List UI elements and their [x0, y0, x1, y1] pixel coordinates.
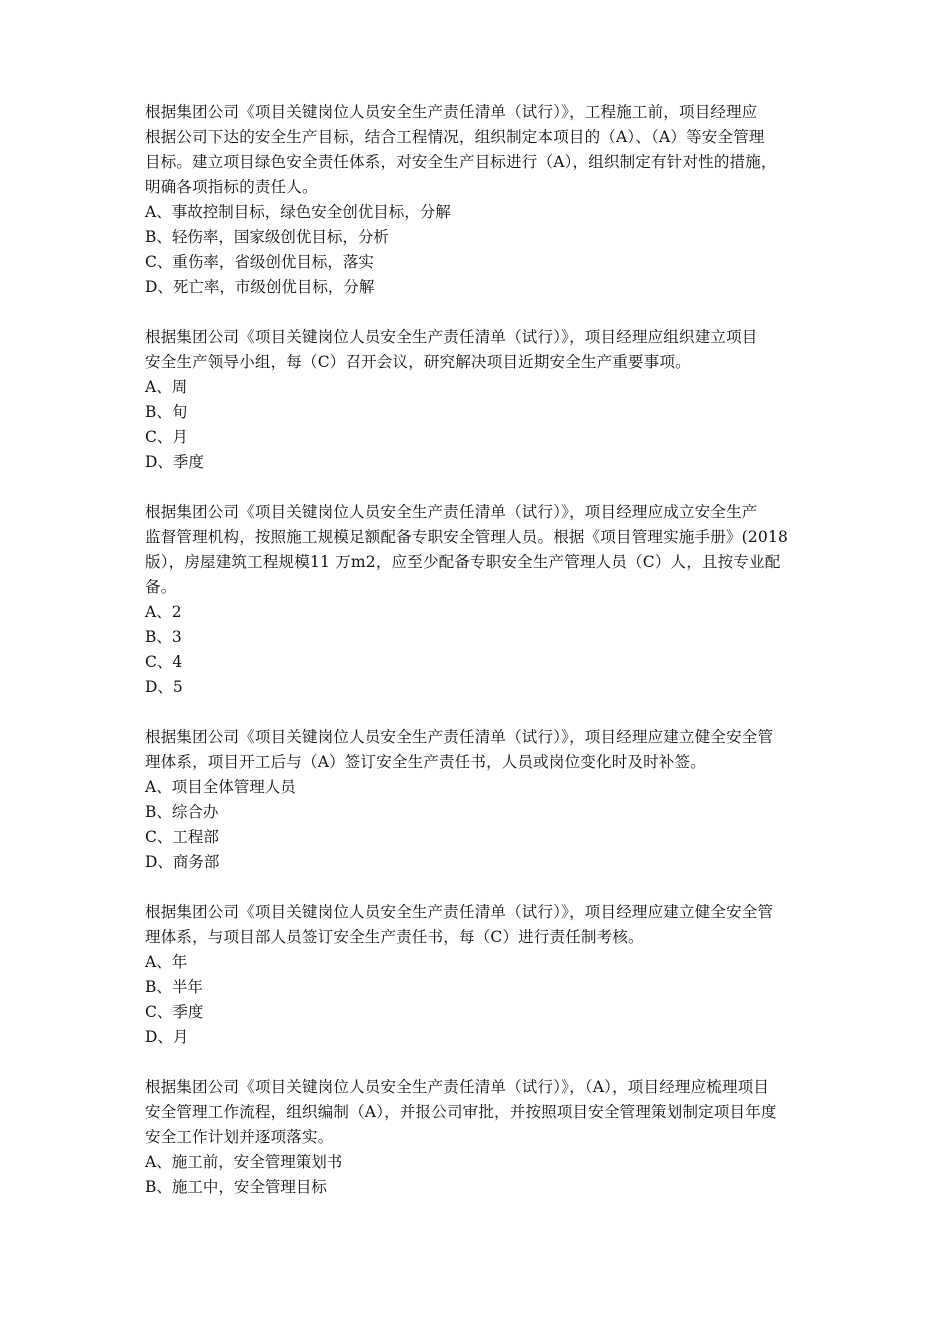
question-stem [145, 725, 817, 775]
document-page [145, 100, 817, 1225]
stem-line: 根据集团公司《项目关键岗位人员安全生产责任清单（试行）》，项目经理应成立安全生产 [145, 503, 758, 521]
option-b: B、旬 [145, 403, 188, 421]
option-a: A、周 [145, 378, 188, 396]
stem-line: 理体系，与项目部人员签订安全生产责任书，每（C）进行责任制考核。 [145, 928, 644, 946]
question-stem [145, 100, 817, 200]
option-c: C、工程部 [145, 828, 219, 846]
stem-line: 根据集团公司《项目关键岗位人员安全生产责任清单（试行）》，（A），项目经理应梳理项目 [145, 1078, 770, 1096]
stem-line: 备。 [145, 578, 177, 596]
option-b: B、3 [145, 628, 182, 646]
option-c: C、月 [145, 428, 188, 446]
option-a: A、项目全体管理人员 [145, 778, 296, 796]
stem-line: 根据公司下达的安全生产目标，结合工程情况，组织制定本项目的（A）、（A）等安全管理 [145, 128, 765, 146]
option-d: D、死亡率，市级创优目标，分解 [145, 278, 375, 296]
stem-line: 安全管理工作流程，组织编制（A），并报公司审批，并按照项目安全管理策划制定项目年度 [145, 1103, 777, 1121]
option-b: B、半年 [145, 978, 203, 996]
stem-line: 根据集团公司《项目关键岗位人员安全生产责任清单（试行）》，工程施工前，项目经理应 [145, 103, 758, 121]
option-d: D、5 [145, 678, 183, 696]
question-6 [145, 1075, 817, 1200]
option-d: D、季度 [145, 453, 204, 471]
stem-line: 根据集团公司《项目关键岗位人员安全生产责任清单（试行）》，项目经理应建立健全安全管 [145, 903, 774, 921]
question-1 [145, 100, 817, 300]
option-d: D、商务部 [145, 853, 220, 871]
question-stem [145, 1075, 817, 1150]
option-a: A、施工前，安全管理策划书 [145, 1153, 343, 1171]
stem-line: 理体系，项目开工后与（A）签订安全生产责任书，人员或岗位变化时及时补签。 [145, 753, 706, 771]
option-a: A、2 [145, 603, 182, 621]
question-stem [145, 500, 817, 600]
option-c: C、4 [145, 653, 183, 671]
stem-line: 安全工作计划并逐项落实。 [145, 1128, 334, 1146]
question-stem [145, 325, 817, 375]
option-c: C、季度 [145, 1003, 204, 1021]
question-stem [145, 900, 817, 950]
option-b: B、轻伤率，国家级创优目标，分析 [145, 228, 389, 246]
option-a: A、年 [145, 953, 188, 971]
stem-line: 根据集团公司《项目关键岗位人员安全生产责任清单（试行）》，项目经理应组织建立项目 [145, 328, 758, 346]
stem-line: 目标。建立项目绿色安全责任体系，对安全生产目标进行（A），组织制定有针对性的措施， [145, 153, 777, 171]
question-5 [145, 900, 817, 1050]
stem-line: 根据集团公司《项目关键岗位人员安全生产责任清单（试行）》，项目经理应建立健全安全管 [145, 728, 774, 746]
question-4 [145, 725, 817, 875]
stem-line: 监督管理机构，按照施工规模足额配备专职安全管理人员。根据《项目管理实施手册》(2018 [145, 528, 789, 546]
stem-line: 安全生产领导小组，每（C）召开会议，研究解决项目近期安全生产重要事项。 [145, 353, 691, 371]
question-2 [145, 325, 817, 475]
option-c: C、重伤率，省级创优目标，落实 [145, 253, 374, 271]
option-a: A、事故控制目标，绿色安全创优目标，分解 [145, 203, 451, 221]
option-b: B、施工中，安全管理目标 [145, 1178, 327, 1196]
stem-line: 明确各项指标的责任人。 [145, 178, 318, 196]
option-d: D、月 [145, 1028, 189, 1046]
stem-line: 版），房屋建筑工程规模11 万m2，应至少配备专职安全生产管理人员（C）人，且按专业配 [145, 553, 781, 571]
option-b: B、综合办 [145, 803, 219, 821]
question-3 [145, 500, 817, 700]
